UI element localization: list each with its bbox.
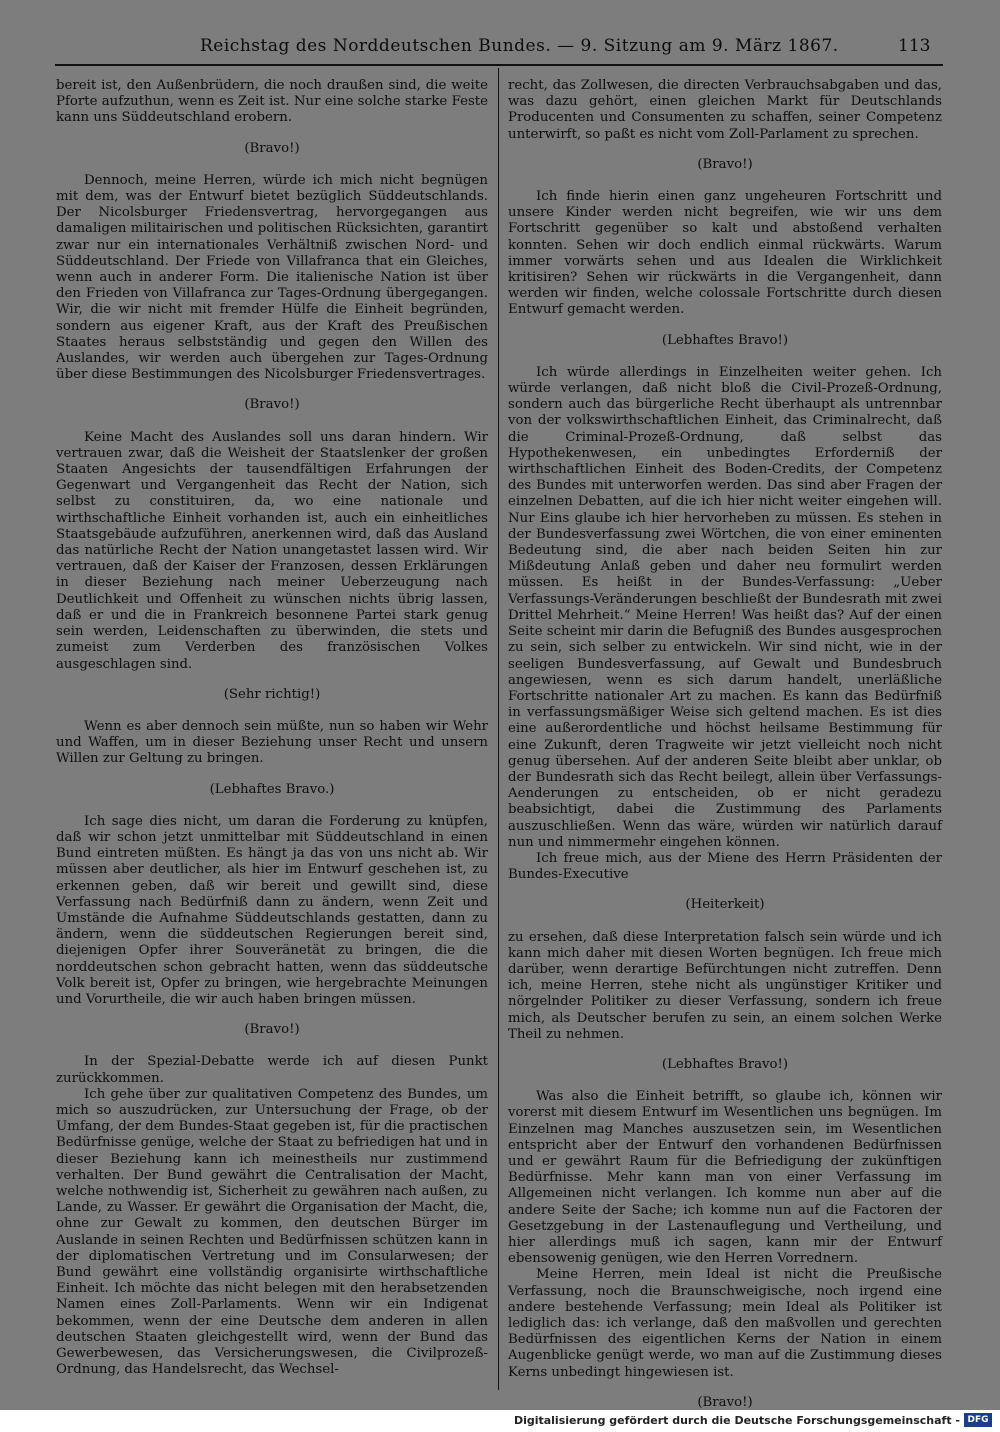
paragraph: Ich finde hierin einen ganz ungeheuren Fortschritt und unsere Kinder werden nicht begreifen, wie wir uns dem Fortschritt gegenüber so kalt und abstoßend verhalten konnten. Sehen wir doch endlich einmal rückwärts. Warum immer vorwärts sehen und aus Idealen die Wirklichkeit kritisiren? Sehen wir rückwärts in die Vergangenheit, dann werden wir finden, welche colossale Fortschritte durch diesen Entwurf gemacht werden. [508, 189, 942, 318]
interjection: (Heiterkeit) [685, 897, 765, 913]
paragraph: Dennoch, meine Herren, würde ich mich nicht begnügen mit dem, was der Entwurf bietet bezüglich Süddeutschlands. Der Nicolsburger Friedensvertrag, hervorgegangen aus damaligen militairischen und politischen Rücksichten, garantirt zwar nur ein internationales Verhältniß zwischen Nord- und Süddeutschland. Der Friede von Villafranca that ein Gleiches, wenn auch in anderer Form. Die italienische Nation ist über den Frieden von Villafranca zur Tages-Ordnung übergegangen. Wir, die wir nicht mit fremder Hülfe die Einheit begründen, sondern aus eigener Kraft, aus der Kraft des Preußischen Staates heraus selbstständig und gegen den Willen des Auslandes, wir werden auch übergehen zur Tages-Ordnung über diese Bestimmungen des Nicolsburger Friedensvertrages. [56, 172, 488, 383]
interjection: (Bravo!) [697, 1394, 753, 1410]
dfg-logo: DFG [964, 1413, 992, 1427]
page-header [0, 36, 1000, 60]
paragraph: Wenn es aber dennoch sein müßte, nun so haben wir Wehr und Waffen, um in dieser Beziehung unser Recht und unsern Willen zur Geltung zu bringen. [56, 718, 488, 767]
paragraph-continuation: recht, das Zollwesen, die directen Verbrauchsabgaben und das, was dazu gehört, einen gleichen Markt für Deutschlands Producenten und Consumenten zu schaffen, seiner Competenz unterwirft, so paßt es nicht vom Zoll-Parlament zu sprechen. [508, 78, 942, 142]
interjection: (Lebhaftes Bravo!) [661, 332, 789, 348]
paragraph: Ich sage dies nicht, um daran die Forderung zu knüpfen, daß wir schon jetzt unmittelbar mit Süddeutschland in einen Bund eintreten müßten. Es hängt ja das von uns nicht ab. Wir müssen aber deutlicher, als hier im Entwurf geschehen ist, zu erkennen geben, daß wir bereit und gewillt sind, diese Verfassung nach Bedürfniß dann zu ändern, wenn Zeit und Umstände die Aufnahme Süddeutschlands gestatten, dann zu ändern, wenn die süddeutschen Regierungen bereit sind, diejenigen Opfer ihrer Souveränetät zu bringen, die die norddeutschen schon gebracht hatten, wenn das süddeutsche Volk bereit ist, Opfer zu bringen, wie hergebrachte Meinungen und Vorurtheile, die wir auch haben bringen müssen. [56, 813, 488, 1007]
footer-bar [0, 1410, 1000, 1432]
interjection: (Sehr richtig!) [223, 686, 321, 702]
funding-credit: Digitalisierung gefördert durch die Deutsche Forschungsgemeinschaft - [513, 1414, 960, 1427]
header-rule [55, 64, 943, 66]
interjection: (Bravo!) [697, 156, 753, 172]
interjection: (Bravo!) [244, 1022, 300, 1038]
paragraph: Ich würde allerdings in Einzelheiten weiter gehen. Ich würde verlangen, daß nicht bloß die Civil-Prozeß-Ordnung, sondern auch das bürgerliche Recht überhaupt als untrennbar von der volkswirthschaftlichen Einheit, das Criminalrecht, daß die Criminal-Prozeß-Ordnung, daß selbst das Hypothekenwesen, ein unbedingtes Erforderniß der wirthschaftlichen Einheit des Boden-Credits, der Competenz des Bundes mit unterworfen werden. Das sind aber Fragen der einzelnen Debatten, auf die ich hier nicht weiter eingehen will. Nur Eins glaube ich hier hervorheben zu müssen. Es stehen in der Bundesverfassung zwei Wörtchen, die von einer eminenten Bedeutung sind, die aber nach beiden Seiten hin zur Mißdeutung Anlaß geben und daher neu formulirt werden müssen. Es heißt in der Bundes-Verfassung: „Ueber Verfassungs-Veränderungen beschließt der Bundesrath mit zwei Drittel Mehrheit.“ Meine Herren! Was heißt das? Auf der einen Seite scheint mir darin die Befugniß des Bundes ausgesprochen zu sein, sich selber zu entwickeln. Wir sind nicht, wie in der seeligen Bundesverfassung, auf Gewalt und Bundesbruch angewiesen, wenn es sich darum handelt, unerläßliche Fortschritte nationaler Art zu machen. Es kann das Bedürfniß in verfassungsmäßiger Weise sich geltend machen. Es ist dies eine außerordentliche und höchst heilsame Bestimmung für eine Zukunft, deren Tragweite wir jetzt vielleicht noch nicht genug übersehen. Auf der anderen Seite bleibt aber unklar, ob der Bundesrath sich das Recht beilegt, allein über Verfassungs-Aenderungen zu entscheiden, ob er nicht geradezu beabsichtigt, dabei die Zustimmung des Parlaments auszuschließen. Wenn das wäre, würden wir natürlich darauf nun und nimmermehr eingehen können. [508, 364, 942, 850]
paragraph-continuation: zu ersehen, daß diese Interpretation falsch sein würde und ich kann mich daher mit diesen Worten begnügen. Ich freue mich darüber, wenn derartige Befürchtungen nicht zutreffen. Denn ich, meine Herren, stehe nicht als ungünstiger Kritiker und nörgelnder Politiker zu dieser Verfassung, sondern ich freue mich, als Deutscher berufen zu sein, an einem solchen Werke Theil zu nehmen. [508, 929, 942, 1042]
interjection: (Bravo!) [244, 140, 300, 156]
right-column [508, 78, 942, 1427]
paragraph: Keine Macht des Auslandes soll uns daran hindern. Wir vertrauen zwar, daß die Weisheit der Staatslenker der großen Staaten Angesichts der tausendfältigen Erfahrungen der Gegenwart und Vergangenheit das Recht der Nation, sich selbst zu constituiren, da, wo eine nationale und wirthschaftliche Einheit vorhanden ist, auch ein einheitliches Staatsgebäude aufzuführen, anerkennen wird, daß das Ausland das natürliche Recht der Nation unangetastet lassen wird. Wir vertrauen, daß der Kaiser der Franzosen, dessen Erklärungen in dieser Beziehung nach meiner Ueberzeugung nach Deutlichkeit und Offenheit zu wünschen nichts übrig lassen, daß er und die in Frankreich besonnene Partei stark genug sein werden, Leidenschaften zu überwinden, die stets und zumeist zum Verderben des französischen Volkes ausgeschlagen sind. [56, 429, 488, 672]
running-title: Reichstag des Norddeutschen Bundes. — 9. Sitzung am 9. März 1867. [200, 36, 839, 56]
paragraph: Ich gehe über zur qualitativen Competenz des Bundes, um mich so auszudrücken, zur Untersuchung der Frage, ob der Umfang, der dem Bundes-Staat gegeben ist, für die practischen Bedürfnisse genüge, welche der Staat zu befriedigen hat und in dieser Beziehung kann ich meinestheils nur zustimmend verhalten. Der Bund gewährt die Centralisation der Macht, welche nothwendig ist, Sicherheit zu gewähren nach außen, zu Lande, zu Wasser. Er gewährt die Organisation der Macht, die, ohne zur Gewalt zu kommen, den deutschen Bürger im Auslande in seinen Rechten und Bedürfnissen schützen kann in der diplomatischen Vertretung und im Consularwesen; der Bund gewährt eine vollständig organisirte wirthschaftliche Einheit. Ich möchte das nicht belegen mit den herabsetzenden Namen eines Zoll-Parlaments. Wenn wir ein Indigenat bekommen, wenn der eine Deutsche dem anderen in allen deutschen Staaten gleichgestellt wird, wenn der Bund das Gewerbewesen, das Versicherungswesen, die Civilprozeß-Ordnung, das Handelsrecht, das Wechsel- [56, 1086, 488, 1378]
paragraph: Ich freue mich, aus der Miene des Herrn Präsidenten der Bundes-Executive [508, 850, 942, 883]
page-number: 113 [898, 36, 931, 56]
paragraph-continuation: bereit ist, den Außenbrüdern, die noch draußen sind, die weite Pforte aufzuthun, wenn es Zeit ist. Nur eine solche starke Feste kann uns Süddeutschland erobern. [56, 78, 488, 126]
paragraph: Meine Herren, mein Ideal ist nicht die Preußische Verfassung, noch die Braunschweigische, noch irgend eine andere bestehende Verfassung; mein Ideal als Politiker ist lediglich das: ich verlange, daß den maßvollen und gerechten Bedürfnissen des eigentlichen Kerns der Nation in einem Augenblicke genügt werde, wo man auf die Zustimmung dieses Kerns unbedingt hingewiesen ist. [508, 1267, 942, 1380]
paragraph: In der Spezial-Debatte werde ich auf diesen Punkt zurückkommen. [56, 1054, 488, 1086]
interjection: (Lebhaftes Bravo!) [661, 1056, 789, 1072]
column-divider [498, 68, 499, 1390]
interjection: (Bravo!) [244, 397, 300, 413]
paragraph: Was also die Einheit betrifft, so glaube ich, können wir vorerst mit diesem Entwurf im Wesentlichen uns begnügen. Im Einzelnen mag Manches auszusetzen sein, im Wesentlichen entspricht aber der Entwurf den vorhandenen Bedürfnissen und er gewährt Raum für die Befriedigung der zukünftigen Bedürfnisse. Mehr kann man von einer Verfassung im Allgemeinen nicht verlangen. Ich komme nun aber auf die andere Seite der Sache; ich komme nun auf die Factoren der Gesetzgebung in der Lastenauflegung und Vertheilung, und hier allerdings muß ich sagen, kann mir der Entwurf ebensowenig genügen, wie den Herren Vorrednern. [508, 1089, 942, 1267]
left-column [56, 78, 488, 1378]
interjection: (Lebhaftes Bravo.) [209, 781, 335, 797]
